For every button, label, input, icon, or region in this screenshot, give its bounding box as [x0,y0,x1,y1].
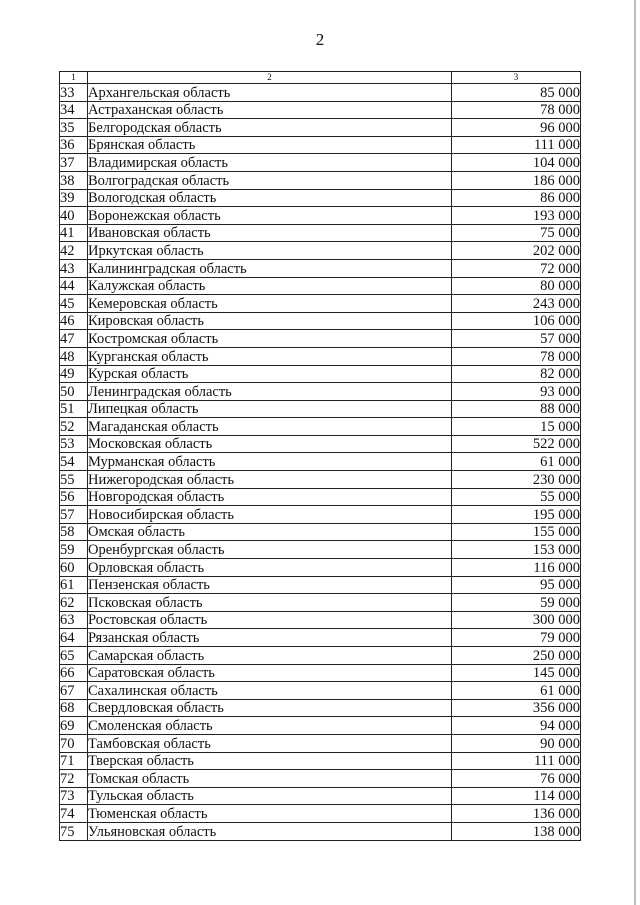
amount-value: 93 000 [452,383,581,401]
table-row [60,611,581,629]
amount-value: 116 000 [452,559,581,577]
row-number: 49 [60,365,88,383]
region-name: Московская область [88,435,452,453]
region-name: Свердловская область [88,699,452,717]
row-number: 54 [60,453,88,471]
table-row [60,576,581,594]
amount-value: 202 000 [452,242,581,260]
table-row [60,435,581,453]
row-number: 58 [60,523,88,541]
region-name: Костромская область [88,330,452,348]
amount-value: 78 000 [452,347,581,365]
table-row [60,171,581,189]
amount-value: 61 000 [452,682,581,700]
page-number: 2 [315,30,325,49]
table-row [60,682,581,700]
amount-value: 300 000 [452,611,581,629]
row-number: 71 [60,752,88,770]
table-row [60,189,581,207]
region-name: Мурманская область [88,453,452,471]
row-number: 55 [60,471,88,489]
regions-table [59,71,581,841]
table-row [60,787,581,805]
row-number: 74 [60,805,88,823]
table-row [60,559,581,577]
table-row [60,752,581,770]
row-number: 42 [60,242,88,260]
row-number: 63 [60,611,88,629]
region-name: Архангельская область [88,84,452,102]
row-number: 47 [60,330,88,348]
table-row [60,101,581,119]
region-name: Омская область [88,523,452,541]
region-name: Курганская область [88,347,452,365]
page-edge [634,0,636,905]
row-number: 61 [60,576,88,594]
column-header-region: 2 [88,72,452,84]
region-name: Кемеровская область [88,295,452,313]
table-row [60,594,581,612]
table-row [60,224,581,242]
table-row [60,347,581,365]
region-name: Ростовская область [88,611,452,629]
row-number: 39 [60,189,88,207]
region-name: Воронежская область [88,207,452,225]
row-number: 57 [60,506,88,524]
amount-value: 96 000 [452,119,581,137]
table-row [60,259,581,277]
region-name: Курская область [88,365,452,383]
table-row [60,629,581,647]
table-row [60,647,581,665]
row-number: 56 [60,488,88,506]
table-row [60,541,581,559]
amount-value: 136 000 [452,805,581,823]
row-number: 53 [60,435,88,453]
row-number: 48 [60,347,88,365]
region-name: Томская область [88,770,452,788]
row-number: 59 [60,541,88,559]
table-row [60,312,581,330]
row-number: 75 [60,822,88,840]
row-number: 40 [60,207,88,225]
region-name: Астраханская область [88,101,452,119]
row-number: 64 [60,629,88,647]
row-number: 46 [60,312,88,330]
table-row [60,330,581,348]
amount-value: 522 000 [452,435,581,453]
table-row [60,154,581,172]
amount-value: 82 000 [452,365,581,383]
amount-value: 94 000 [452,717,581,735]
table-row [60,295,581,313]
region-name: Орловская область [88,559,452,577]
row-number: 36 [60,136,88,154]
row-number: 70 [60,734,88,752]
region-name: Новгородская область [88,488,452,506]
region-name: Калининградская область [88,259,452,277]
amount-value: 78 000 [452,101,581,119]
amount-value: 88 000 [452,400,581,418]
region-name: Псковская область [88,594,452,612]
region-name: Иркутская область [88,242,452,260]
amount-value: 195 000 [452,506,581,524]
region-name: Новосибирская область [88,506,452,524]
amount-value: 111 000 [452,752,581,770]
region-name: Тульская область [88,787,452,805]
row-number: 43 [60,259,88,277]
table-row [60,400,581,418]
table-row [60,453,581,471]
region-name: Кировская область [88,312,452,330]
region-name: Тверская область [88,752,452,770]
table-row [60,207,581,225]
amount-value: 59 000 [452,594,581,612]
row-number: 65 [60,647,88,665]
region-name: Тюменская область [88,805,452,823]
amount-value: 193 000 [452,207,581,225]
region-name: Пензенская область [88,576,452,594]
row-number: 37 [60,154,88,172]
region-name: Волгоградская область [88,171,452,189]
amount-value: 15 000 [452,418,581,436]
row-number: 66 [60,664,88,682]
table-row [60,84,581,102]
table-row [60,699,581,717]
amount-value: 95 000 [452,576,581,594]
region-name: Рязанская область [88,629,452,647]
table-row [60,418,581,436]
region-name: Саратовская область [88,664,452,682]
amount-value: 55 000 [452,488,581,506]
row-number: 52 [60,418,88,436]
region-name: Белгородская область [88,119,452,137]
amount-value: 186 000 [452,171,581,189]
table-row [60,664,581,682]
region-name: Ульяновская область [88,822,452,840]
row-number: 35 [60,119,88,137]
row-number: 60 [60,559,88,577]
region-name: Смоленская область [88,717,452,735]
table-row [60,734,581,752]
region-name: Липецкая область [88,400,452,418]
region-name: Тамбовская область [88,734,452,752]
region-name: Вологодская область [88,189,452,207]
amount-value: 106 000 [452,312,581,330]
table-row [60,365,581,383]
column-header-amount: 3 [452,72,581,84]
region-name: Сахалинская область [88,682,452,700]
table-row [60,822,581,840]
region-name: Оренбургская область [88,541,452,559]
table-row [60,805,581,823]
amount-value: 75 000 [452,224,581,242]
column-header-number: 1 [60,72,88,84]
amount-value: 111 000 [452,136,581,154]
table-row [60,506,581,524]
row-number: 38 [60,171,88,189]
row-number: 50 [60,383,88,401]
row-number: 67 [60,682,88,700]
amount-value: 90 000 [452,734,581,752]
table-row [60,488,581,506]
amount-value: 72 000 [452,259,581,277]
table-row [60,770,581,788]
row-number: 41 [60,224,88,242]
table-row [60,471,581,489]
table-row [60,242,581,260]
amount-value: 155 000 [452,523,581,541]
row-number: 72 [60,770,88,788]
row-number: 69 [60,717,88,735]
amount-value: 57 000 [452,330,581,348]
amount-value: 138 000 [452,822,581,840]
row-number: 33 [60,84,88,102]
amount-value: 61 000 [452,453,581,471]
table-body [60,84,581,841]
row-number: 62 [60,594,88,612]
region-name: Нижегородская область [88,471,452,489]
amount-value: 76 000 [452,770,581,788]
amount-value: 85 000 [452,84,581,102]
amount-value: 80 000 [452,277,581,295]
amount-value: 250 000 [452,647,581,665]
amount-value: 145 000 [452,664,581,682]
table-row [60,119,581,137]
region-name: Калужская область [88,277,452,295]
amount-value: 243 000 [452,295,581,313]
table-row [60,523,581,541]
row-number: 34 [60,101,88,119]
row-number: 73 [60,787,88,805]
row-number: 44 [60,277,88,295]
amount-value: 114 000 [452,787,581,805]
row-number: 45 [60,295,88,313]
row-number: 51 [60,400,88,418]
amount-value: 86 000 [452,189,581,207]
region-name: Магаданская область [88,418,452,436]
region-name: Брянская область [88,136,452,154]
table-header-row [60,72,581,84]
amount-value: 153 000 [452,541,581,559]
table-row [60,383,581,401]
region-name: Ивановская область [88,224,452,242]
table-row [60,277,581,295]
table-row [60,136,581,154]
region-name: Владимирская область [88,154,452,172]
region-name: Ленинградская область [88,383,452,401]
row-number: 68 [60,699,88,717]
table-row [60,717,581,735]
amount-value: 79 000 [452,629,581,647]
amount-value: 104 000 [452,154,581,172]
amount-value: 230 000 [452,471,581,489]
region-name: Самарская область [88,647,452,665]
amount-value: 356 000 [452,699,581,717]
